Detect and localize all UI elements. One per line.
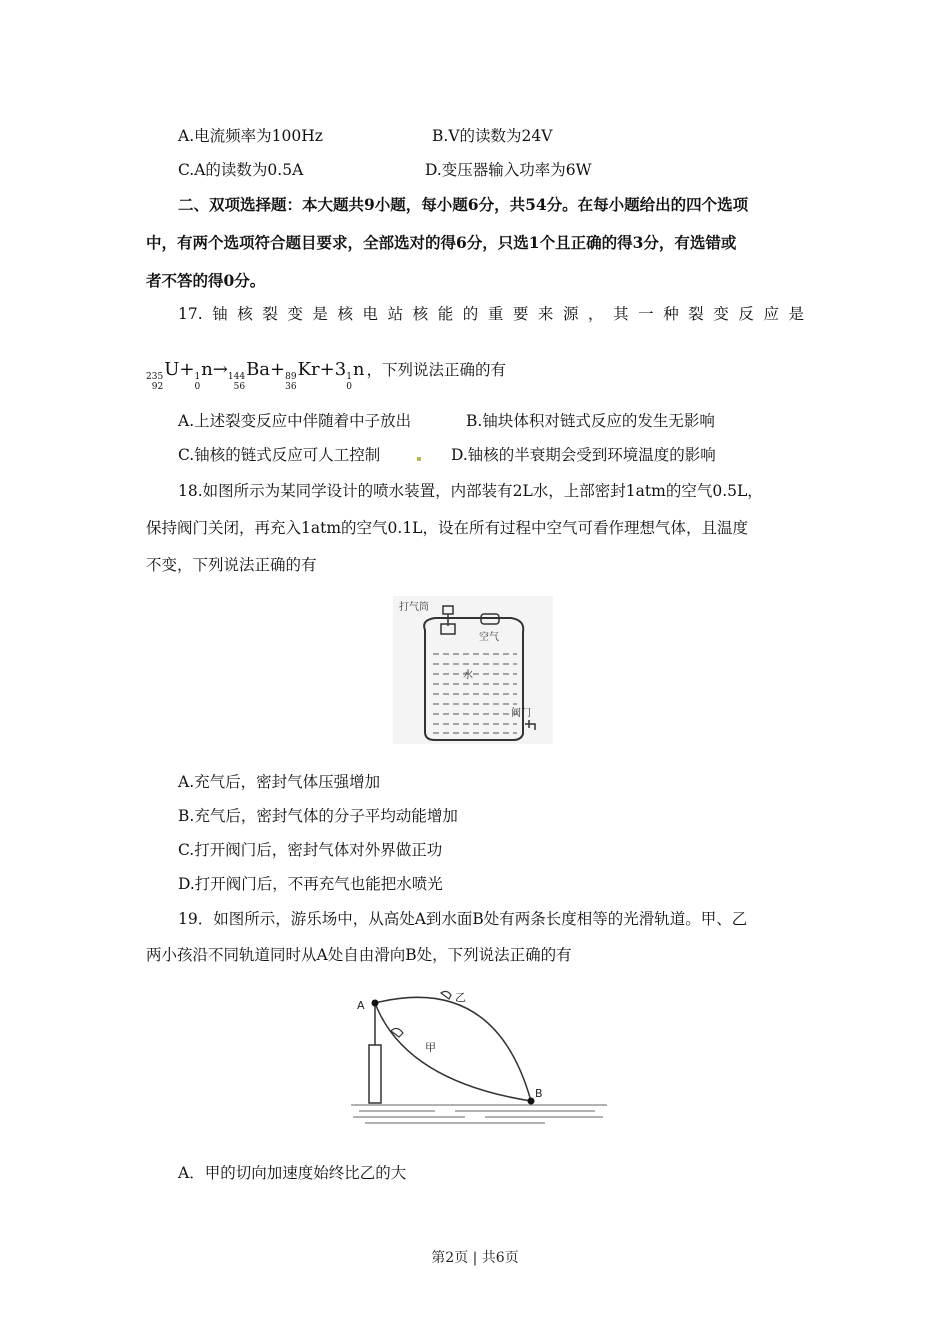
u-charge-number: 92 [151,382,164,392]
slide-tracks-figure [345,985,613,1130]
q18-option-c: C.打开阀门后，密封气体对外界做正功 [178,841,443,859]
ba-scripts [228,372,245,392]
n2-mass-number: 1 [346,372,352,382]
air-label: 空气 [479,632,499,643]
sprayer-figure [393,596,553,744]
page-footer: 第2页 | 共6页 [431,1250,519,1266]
arrow-icon: → [212,359,228,380]
n2-symbol: n [352,359,365,380]
valve-label: 阀门 [511,708,531,719]
q18-line3: 不变，下列说法正确的有 [146,556,317,574]
yi-label: 乙 [455,991,466,1004]
ba-mass-number: 144 [227,372,246,382]
n-mass-number: 1 [194,372,201,382]
q17-option-c: C.铀核的链式反应可人工控制 [178,446,381,464]
q19-line1: 19．如图所示，游乐场中，从高处A到水面B处有两条长度相等的光滑轨道。甲、乙 [178,910,748,928]
n-charge-number: 0 [194,382,201,392]
ba-charge-number: 56 [233,382,246,392]
water-label: 水 [463,670,473,681]
ba-symbol: Ba [246,359,271,380]
kr-mass-number: 89 [285,372,297,382]
n-symbol: n [201,359,213,380]
q17-option-b: B.铀块体积对链式反应的发生无影响 [466,412,715,430]
plus-sign: + [270,359,286,380]
plus-three: +3 [319,359,347,380]
u-scripts [146,372,163,392]
q16-option-d: D.变压器输入功率为6W [425,161,592,179]
n2-charge-number: 0 [346,382,352,392]
point-b-label: B [535,1087,543,1100]
stray-dot [417,457,421,461]
kr-scripts [285,372,296,392]
q17-equation [146,358,506,392]
n2-scripts [346,372,352,392]
pump-label: 打气筒 [399,602,429,613]
jia-label: 甲 [425,1041,436,1054]
q17-stem-tail: ，下列说法正确的有 [366,361,507,379]
u-symbol: U [164,359,180,380]
section2-line2: 中，有两个选项符合题目要求，全部选对的得6分，只选1个且正确的得3分，有选错或 [146,233,737,252]
plus-sign: + [179,359,195,380]
section2-line3: 者不答的得0分。 [146,271,266,290]
n-scripts [194,372,200,392]
q16-option-a: A.电流频率为100Hz [178,127,323,145]
q16-option-c: C.A的读数为0.5A [178,161,304,179]
q19-option-a: A．甲的切向加速度始终比乙的大 [178,1164,407,1182]
q19-line2: 两小孩沿不同轨道同时从A处自由滑向B处，下列说法正确的有 [146,946,572,964]
q16-option-b: B.V的读数为24V [432,127,553,145]
q17-stem: 17.铀核裂变是核电站核能的重要来源，其一种裂变反应是 [178,305,804,323]
q18-option-b: B.充气后，密封气体的分子平均动能增加 [178,807,458,825]
q17-option-d: D.铀核的半衰期会受到环境温度的影响 [451,446,716,464]
section2-line1: 二、双项选择题：本大题共9小题，每小题6分，共54分。在每小题给出的四个选项 [178,195,749,214]
q18-option-a: A.充气后，密封气体压强增加 [178,773,381,791]
q18-line2: 保持阀门关闭，再充入1atm的空气0.1L，设在所有过程中空气可看作理想气体，且温度 [146,519,748,537]
point-a-label: A [357,999,365,1012]
q18-line1: 18.如图所示为某同学设计的喷水装置，内部装有2L水，上部密封1atm的空气0.5L， [178,482,763,500]
q17-option-a: A.上述裂变反应中伴随着中子放出 [178,412,412,430]
kr-charge-number: 36 [285,382,297,392]
u-mass-number: 235 [146,372,164,382]
kr-symbol: Kr [297,359,320,380]
q18-option-d: D.打开阀门后，不再充气也能把水喷光 [178,875,443,893]
